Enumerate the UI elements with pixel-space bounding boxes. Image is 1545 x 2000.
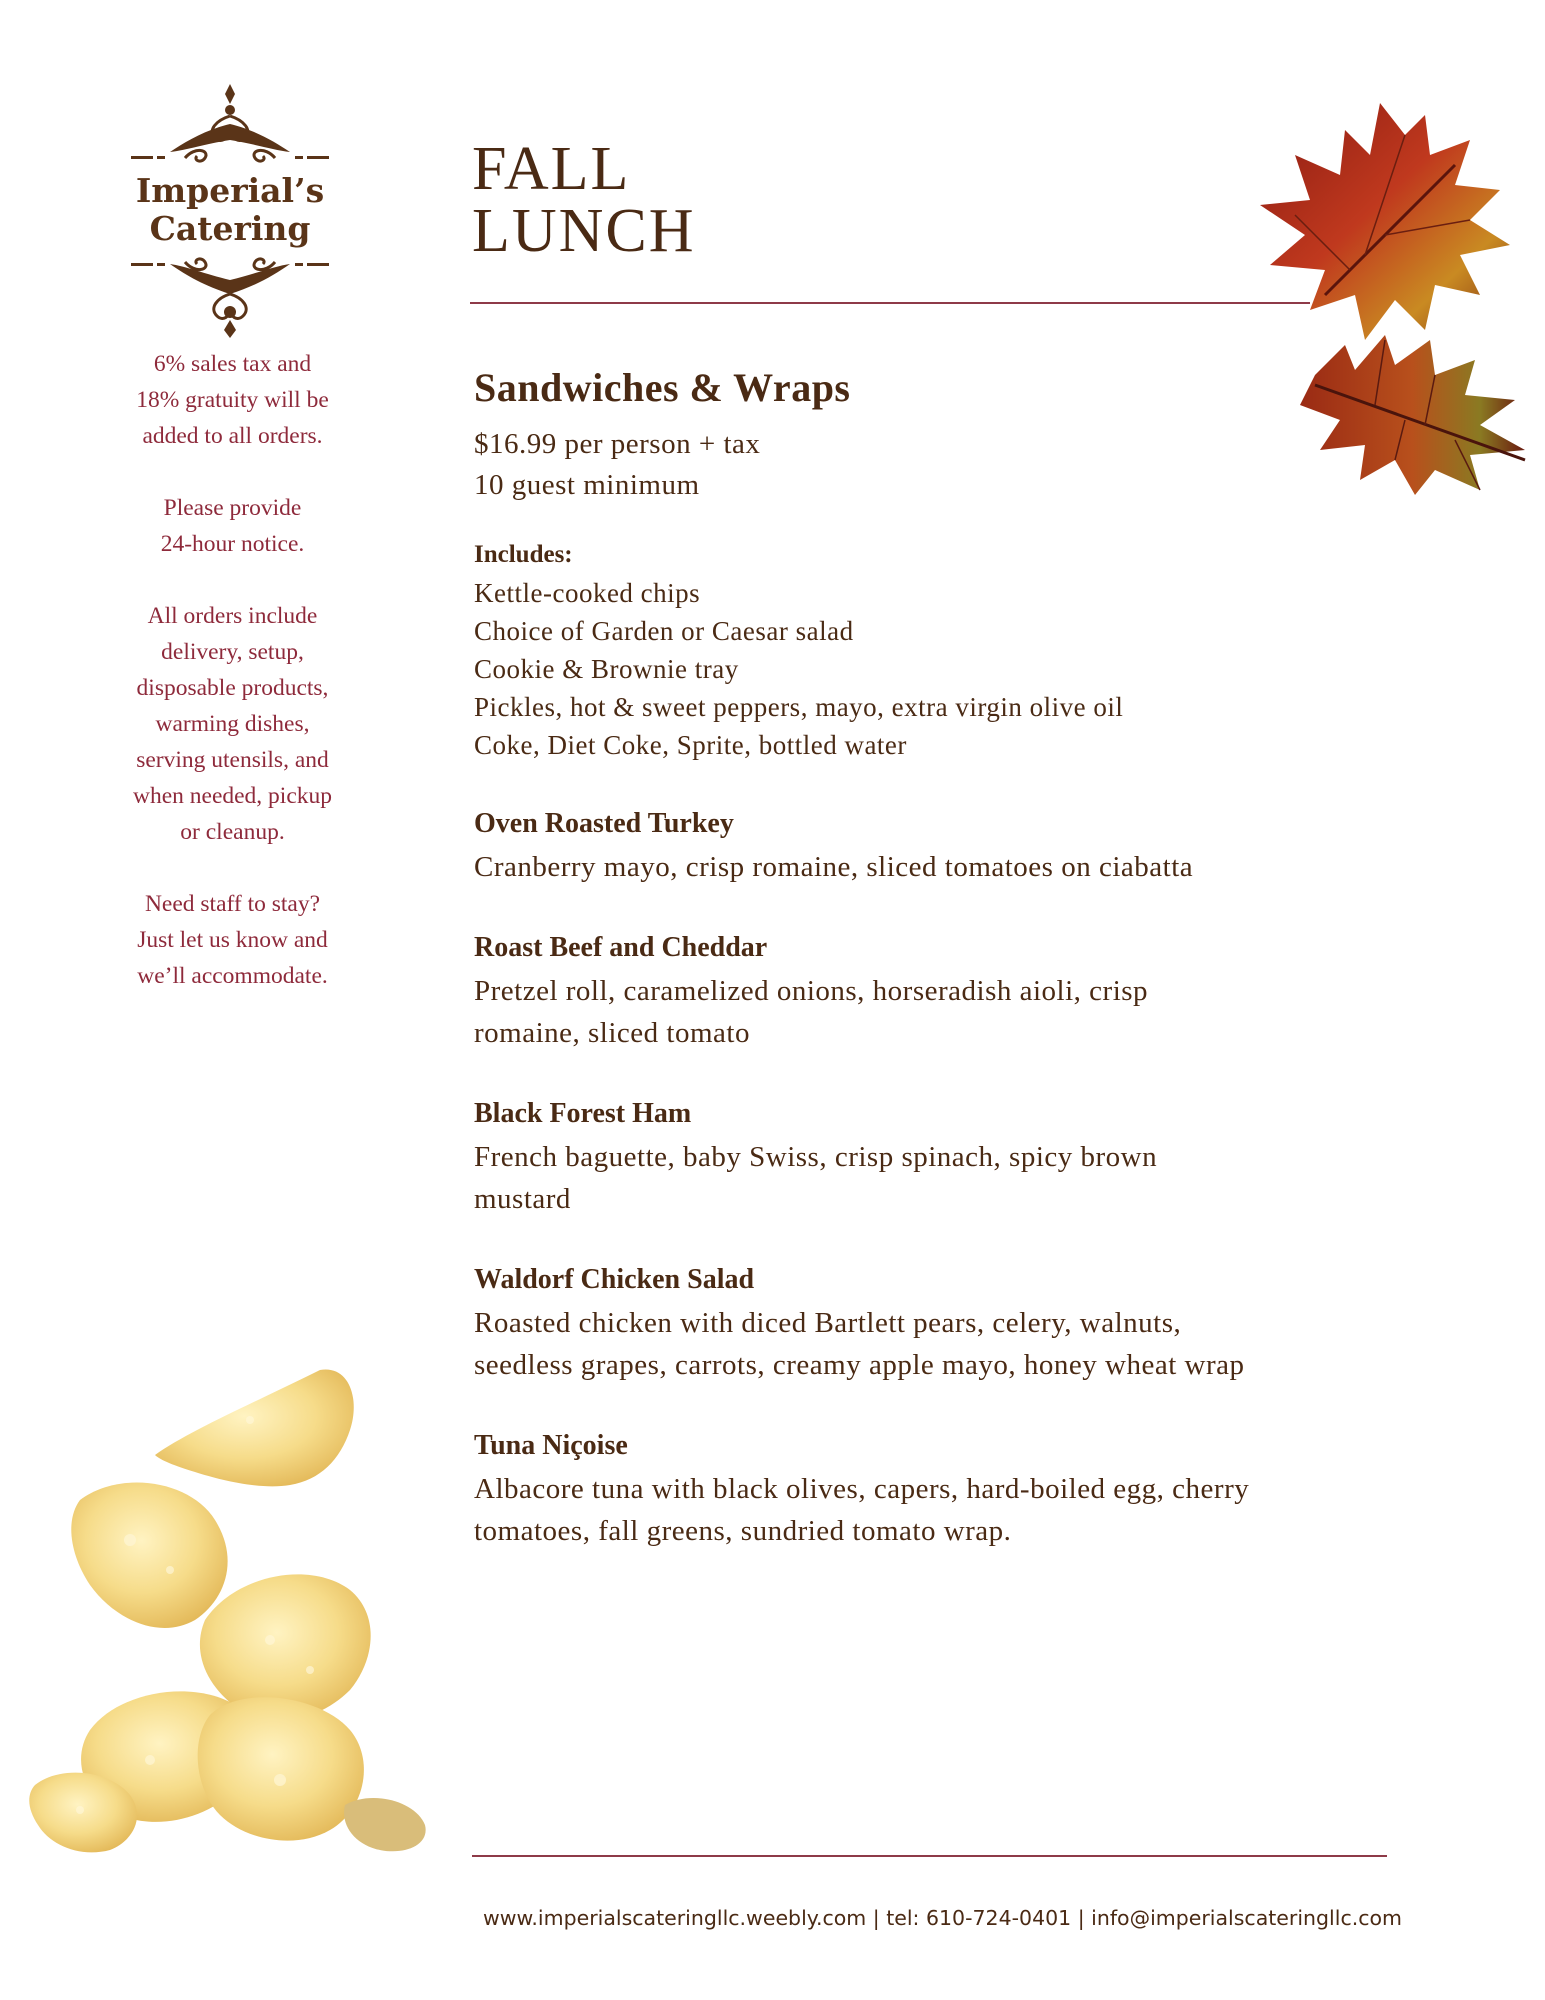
menu-item-waldorf [474, 1260, 1374, 1386]
sidebar-line: added to all orders. [142, 423, 323, 449]
menu-item-desc [474, 1136, 1374, 1220]
menu-item-desc [474, 970, 1374, 1054]
sidebar-line: All orders include [147, 603, 318, 629]
menu-item-desc-line: tomatoes, fall greens, sundried tomato wrap. [474, 1515, 1012, 1547]
includes-item: Pickles, hot & sweet peppers, mayo, extra virgin olive oil [474, 692, 1124, 722]
logo-line2: Catering [149, 209, 311, 248]
menu-item-tuna [474, 1426, 1374, 1552]
sidebar-line: serving utensils, and [136, 747, 329, 773]
menu-item-desc-line: seedless grapes, carrots, creamy apple mayo, honey wheat wrap [474, 1349, 1245, 1381]
sidebar-line: 24-hour notice. [160, 531, 305, 557]
menu-item-name: Roast Beef and Cheddar [474, 932, 768, 963]
page-title-line2: LUNCH [472, 197, 696, 265]
includes-item: Choice of Garden or Caesar salad [474, 616, 854, 646]
sidebar-info [100, 346, 365, 1030]
imperials-catering-logo [125, 80, 335, 340]
includes-item: Coke, Diet Coke, Sprite, bottled water [474, 730, 907, 760]
footer-divider [472, 1855, 1387, 1857]
menu-item-desc: Cranberry mayo, crisp romaine, sliced tomatoes on ciabatta [474, 851, 1194, 883]
menu-item-desc-line: Roasted chicken with diced Bartlett pears, celery, walnuts, [474, 1307, 1182, 1339]
page-title-line1: FALL [472, 135, 631, 203]
minimum-line: 10 guest minimum [474, 469, 700, 501]
chip [344, 1798, 426, 1851]
menu-item-name: Tuna Niçoise [474, 1430, 628, 1461]
oak-leaf-upper [1260, 103, 1510, 340]
sidebar-line: we’ll accommodate. [137, 963, 328, 989]
logo-line1: Imperial’s [135, 171, 325, 210]
includes-item: Kettle-cooked chips [474, 578, 701, 608]
sidebar-line: or cleanup. [180, 819, 285, 845]
sidebar-paragraph-tax [100, 346, 365, 454]
menu-item-desc-line: Albacore tuna with black olives, capers, hard-boiled egg, cherry [474, 1473, 1250, 1505]
sidebar-line: when needed, pickup [132, 783, 333, 809]
menu-item-name: Waldorf Chicken Salad [474, 1264, 755, 1295]
menu-section [474, 362, 1374, 1552]
sidebar-line: Just let us know and [137, 927, 328, 953]
chip [71, 1483, 227, 1628]
section-title: Sandwiches & Wraps [474, 365, 851, 410]
menu-item-desc [474, 1468, 1374, 1552]
footer-contact: www.imperialscateringllc.weebly.com | tel: 610-724-0401 | info@imperialscateringllc.com [482, 1906, 1403, 1930]
menu-item-ham [474, 1094, 1374, 1220]
menu-item-turkey [474, 804, 1374, 888]
sidebar-paragraph-includes [100, 598, 365, 850]
sidebar-line: disposable products, [136, 675, 329, 701]
price-line: $16.99 per person + tax [474, 428, 761, 460]
includes-label: Includes: [474, 541, 573, 568]
sidebar-paragraph-notice [100, 490, 365, 562]
sidebar-paragraph-staff [100, 886, 365, 994]
sidebar-line: 6% sales tax and [153, 351, 312, 377]
includes-item: Cookie & Brownie tray [474, 654, 739, 684]
menu-item-desc-line: French baguette, baby Swiss, crisp spinach, spicy brown [474, 1141, 1158, 1173]
sidebar-line: Need staff to stay? [144, 891, 321, 917]
menu-item-desc-line: romaine, sliced tomato [474, 1017, 750, 1049]
title-divider [470, 302, 1310, 304]
potato-chips-image [20, 1360, 440, 1860]
menu-item-name: Black Forest Ham [474, 1098, 692, 1129]
sidebar-line: Please provide [163, 495, 302, 521]
sidebar-line: delivery, setup, [161, 639, 304, 665]
menu-item-roast-beef [474, 928, 1374, 1054]
menu-item-desc-line: mustard [474, 1183, 571, 1215]
chip [155, 1370, 354, 1487]
menu-item-desc-line: Pretzel roll, caramelized onions, horseradish aioli, crisp [474, 975, 1149, 1007]
chip [200, 1574, 371, 1720]
chip [198, 1697, 364, 1840]
sidebar-line: 18% gratuity will be [136, 387, 329, 413]
menu-item-name: Oven Roasted Turkey [474, 808, 734, 839]
sidebar-line: warming dishes, [155, 711, 310, 737]
menu-item-desc [474, 1302, 1374, 1386]
page-title [472, 135, 696, 265]
